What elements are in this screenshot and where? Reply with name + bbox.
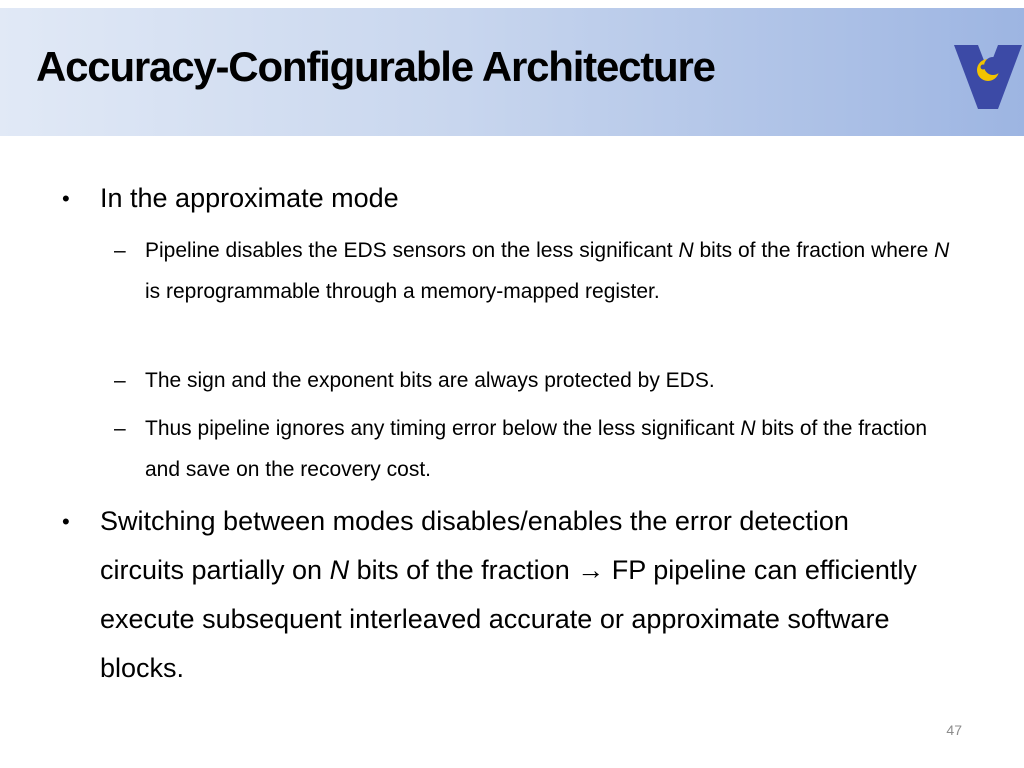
bullet-approximate-mode	[62, 174, 920, 223]
bullet-marker: •	[62, 509, 70, 534]
subbullet-ignores-timing-error: – Thus pipeline ignores any timing error below the less significant N bits of the fraction and save on the recovery cost.	[145, 408, 963, 490]
subbullet-marker: –	[114, 417, 126, 440]
page-number: 47	[946, 722, 962, 738]
subbullet-marker: –	[114, 239, 126, 262]
slide-title: Accuracy-Configurable Architecture	[36, 43, 715, 90]
subbullet-sign-exponent: – The sign and the exponent bits are always protected by EDS.	[145, 360, 963, 401]
subbullet-marker: –	[114, 369, 126, 392]
bullet-switching-modes: • Switching between modes disables/enables the error detection circuits partially on N bits of the fraction → FP pipeline can efficiently execute subsequent interleaved accurate or approximate software blocks.	[100, 497, 920, 693]
bullet-text: In the approximate mode	[100, 183, 399, 213]
arrow-right-icon: →	[577, 555, 605, 585]
bullet-marker: •	[62, 186, 70, 211]
subbullet-pipeline-disables: – Pipeline disables the EDS sensors on the less significant N bits of the fraction where N is reprogrammable through a memory-mapped register.	[145, 230, 963, 312]
